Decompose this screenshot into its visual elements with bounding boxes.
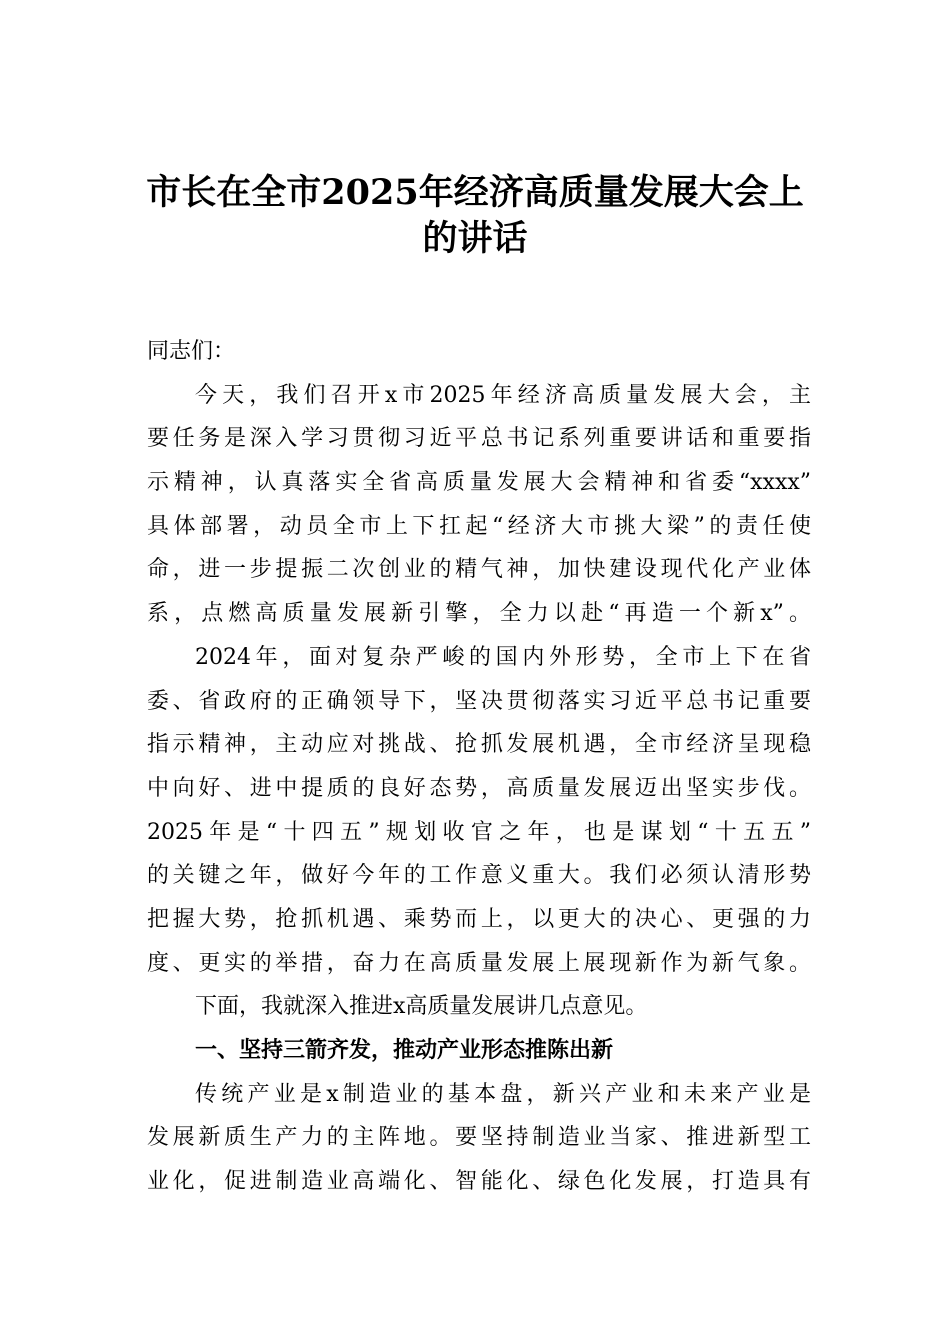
title-line: 市长在全市2025年经济高质量发展大会上 [146, 172, 804, 213]
paragraph-line: 今天，我们召开x市2025年经济高质量发展大会，主 [195, 382, 811, 408]
paragraph-line: 示精神，认真落实全省高质量发展大会精神和省委“xxxx” [147, 470, 811, 496]
paragraph-line: 委、省政府的正确领导下，坚决贯彻落实习近平总书记重要 [147, 688, 811, 714]
document-title [120, 170, 830, 262]
paragraph-line: 业化，促进制造业高端化、智能化、绿色化发展，打造具有 [147, 1169, 811, 1195]
paragraph-line: 指示精神，主动应对挑战、抢抓发展机遇，全市经济呈现稳 [147, 732, 811, 758]
paragraph-line: 的关键之年，做好今年的工作意义重大。我们必须认清形势 [147, 863, 811, 889]
paragraph-line: 系，点燃高质量发展新引擎，全力以赴“再造一个新x”。 [147, 601, 811, 627]
paragraph-line: 度、更实的举措，奋力在高质量发展上展现新作为新气象。 [147, 950, 811, 976]
paragraph-line: 传统产业是x制造业的基本盘，新兴产业和未来产业是 [195, 1081, 811, 1107]
section-heading: 一、坚持三箭齐发，推动产业形态推陈出新 [195, 1038, 614, 1063]
paragraph-line: 下面，我就深入推进x高质量发展讲几点意见。 [195, 994, 648, 1020]
paragraph-line: 中向好、进中提质的良好态势，高质量发展迈出坚实步伐。 [147, 775, 811, 801]
paragraph-line: 命，进一步提振二次创业的精气神，加快建设现代化产业体 [147, 557, 811, 583]
paragraph-line: 具体部署，动员全市上下扛起“经济大市挑大梁”的责任使 [147, 513, 811, 539]
paragraph-line: 把握大势，抢抓机遇、乘势而上，以更大的决心、更强的力 [147, 906, 811, 932]
paragraph-line: 要任务是深入学习贯彻习近平总书记系列重要讲话和重要指 [147, 426, 811, 452]
title-line: 的讲话 [422, 218, 528, 259]
salutation: 同志们： [147, 339, 236, 364]
paragraph-line: 发展新质生产力的主阵地。要坚持制造业当家、推进新型工 [147, 1125, 811, 1151]
paragraph-line: 2024年，面对复杂严峻的国内外形势，全市上下在省 [195, 644, 811, 670]
paragraph-line: 2025年是“十四五”规划收官之年，也是谋划“十五五” [147, 819, 811, 845]
document-body [147, 330, 811, 1204]
